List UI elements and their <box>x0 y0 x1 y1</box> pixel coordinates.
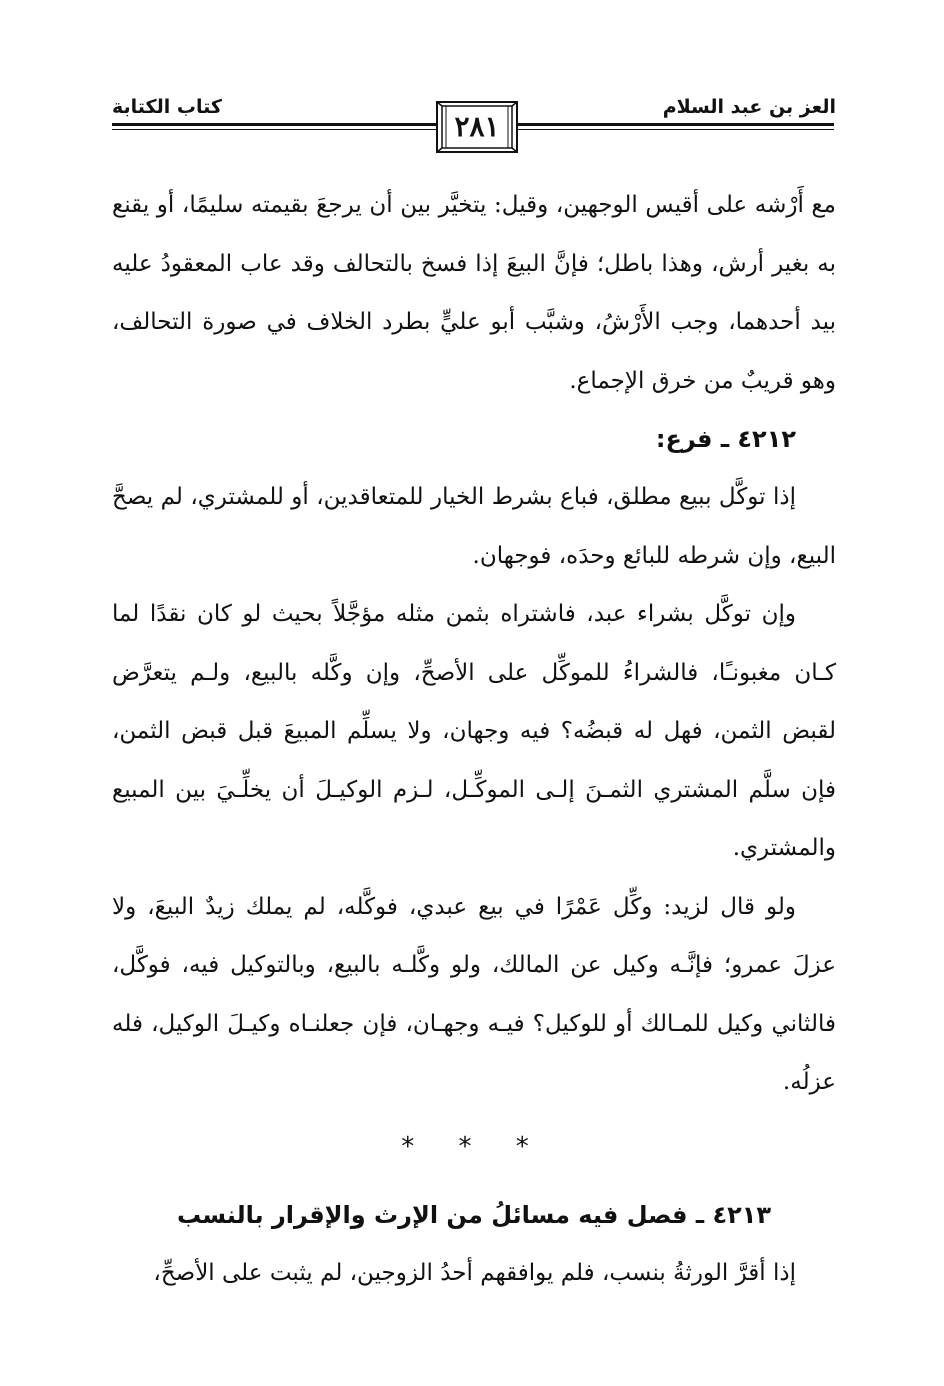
paragraph-agency-purchase: وإن توكَّل بشراء عبد، فاشتراه بثمن مثله مؤجَّلاً بحيث لو كان نقدًا لما كـان مغبونـًا، فالشراءُ للموكِّل على الأصحِّ، وإن وكَّله بالبيع، ولـم يتعرَّض لقبض الثمن، فهل له قبضُه؟ فيه وجهان، ولا يسلِّم المبيعَ قبل قبض الثمن، فإن سلَّم المشتري الثمـنَ إلـى الموكِّـل، لـزم الوكيـلَ أن يخلِّـيَ بين المبيع والمشتري. <box>112 601 836 861</box>
section-separator: * * * <box>401 1131 547 1162</box>
branch-heading: ٤٢١٢ ـ فرع: <box>655 425 796 453</box>
body-text <box>112 176 836 1302</box>
paragraph-agency-sale: إذا توكَّل ببيع مطلق، فباع بشرط الخيار للمتعاقدين، أو للمشتري، لم يصحَّ البيع، وإن شرطه للبائع وحدَه، فوجهان. <box>112 484 836 569</box>
section-heading: ٤٢١٣ ـ فصل فيه مسائلُ من الإرث والإقرار بالنسب <box>176 1200 772 1229</box>
paragraph-heirs-acknowledgment: إذا أقرَّ الورثةُ بنسب، فلم يوافقهم أحدُ الزوجين، لم يثبت على الأصحِّ، <box>153 1259 796 1286</box>
paragraph-continuation: مع أَرْشه على أقيس الوجهين، وقيل: يتخيَّر بين أن يرجعَ بقيمته سليمًا، أو يقنع به بغير أرش، وهذا باطل؛ فإنَّ البيعَ إذا فسخ بالتحالف وقد عاب المعقودُ عليه بيد أحدهما، وجب الأَرْشُ، وشبَّب أبو عليٍّ بطرد الخلاف في صورة التحالف، وهو قريبٌ من خرق الإجماع. <box>112 192 836 394</box>
page-number: ٢٨١ <box>454 110 500 143</box>
running-header-book-title: كتاب الكتابة <box>112 96 222 118</box>
running-header-author: العز بن عبد السلام <box>662 96 836 118</box>
paragraph-sub-agency: ولو قال لزيد: وكِّل عَمْرًا في بيع عبدي، فوكَّله، لم يملك زيدٌ البيعَ، ولا عزلَ عمرو؛ فإنَّـه وكيل عن المالك، ولو وكَّلـه بالبيع، وبالتوكيل فيه، فوكَّل، فالثاني وكيل للمـالك أو للوكيل؟ فيـه وجهـان، فإن جعلنـاه وكيـلَ الوكيل، فله عزلُه. <box>112 893 836 1095</box>
